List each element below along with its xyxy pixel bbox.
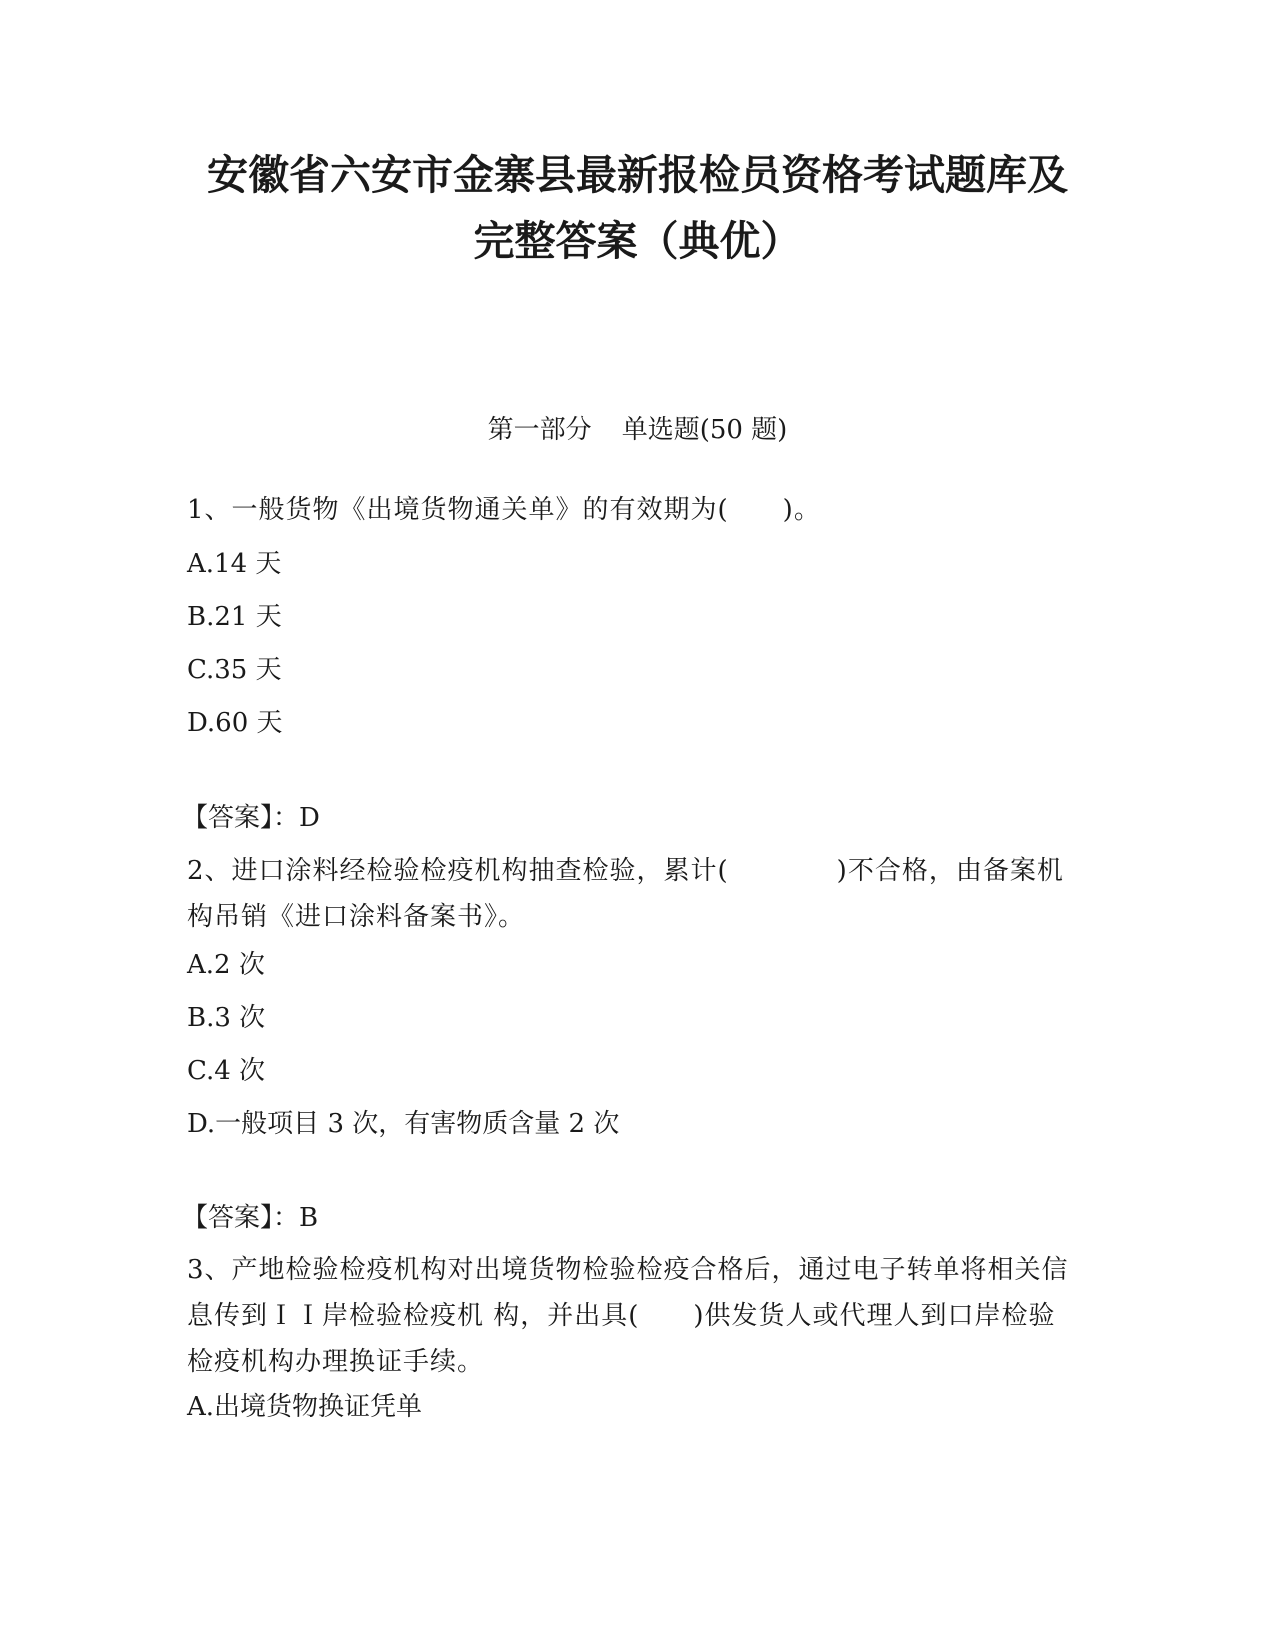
question-2-text: 2、进口涂料经检验检疫机构抽查检验，累计( )不合格，由备案机构吊销《进口涂料备案书》。 — [187, 856, 1064, 932]
question-2-option-a: A.2 次 — [187, 950, 265, 980]
question-1-text: 1、一般货物《出境货物通关单》的有效期为( )。 — [187, 495, 821, 525]
question-2-option-b: B.3 次 — [187, 1003, 266, 1033]
section-name: 单选题(50 题) — [621, 415, 788, 445]
title-line-2: 完整答案（典优） — [473, 217, 802, 265]
question-2-option-c: C.4 次 — [187, 1056, 266, 1086]
question-1-option-d: D.60 天 — [187, 708, 283, 738]
question-3-text: 3、产地检验检疫机构对出境货物检验检疫合格后，通过电子转单将相关信息传到ＩＩ岸检验检疫机 构，并出具( )供发货人或代理人到口岸检验检疫机构办理换证手续。 — [187, 1255, 1069, 1377]
section-heading — [150, 412, 1125, 448]
question-1-option-c: C.35 天 — [187, 655, 282, 685]
question-2-answer: 【答案】：B — [182, 1203, 319, 1233]
section-part: 第一部分 — [487, 415, 592, 445]
document-title — [150, 142, 1125, 274]
question-3-option-a: A.出境货物换证凭单 — [187, 1392, 423, 1422]
title-line-1: 安徽省六安市金寨县最新报检员资格考试题库及 — [207, 151, 1068, 199]
question-2-option-d: D.一般项目 3 次，有害物质含量 2 次 — [187, 1109, 620, 1139]
question-1-option-b: B.21 天 — [187, 602, 282, 632]
question-1-answer: 【答案】：D — [182, 803, 320, 833]
question-1-option-a: A.14 天 — [187, 549, 282, 579]
